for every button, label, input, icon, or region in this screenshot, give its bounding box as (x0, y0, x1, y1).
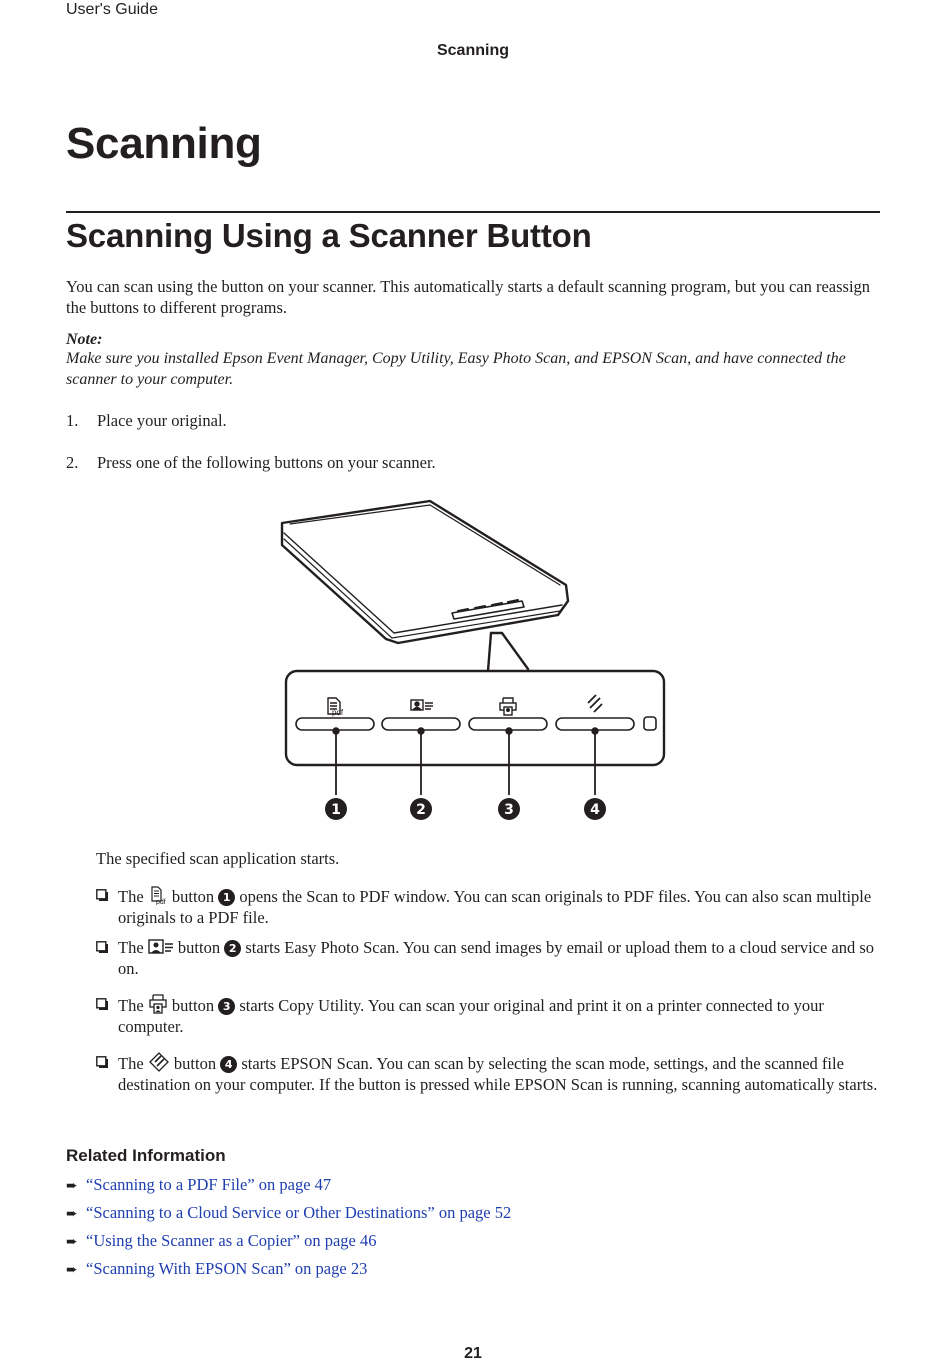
step-2 (66, 452, 436, 473)
bullet-item-photo (96, 937, 886, 979)
step-number: 2. (66, 453, 79, 472)
callout-badge: 2 (224, 940, 241, 957)
bullet-text: button (171, 996, 215, 1015)
callout-2: 2 (416, 802, 426, 818)
callout-1: 1 (331, 802, 341, 818)
callout-3: 3 (504, 802, 514, 818)
related-link-row (66, 1258, 367, 1281)
note-label: Note: (66, 331, 103, 348)
running-section-title: Scanning (436, 42, 509, 59)
running-header: User's Guide (66, 1, 158, 18)
bullet-text: starts Easy Photo Scan. You can send images by email or upload them to a cloud service and so on. (118, 938, 875, 978)
callout-badge: 1 (218, 889, 235, 906)
step-number: 1. (66, 411, 79, 430)
note-text: Make sure you installed Epson Event Manager, Copy Utility, Easy Photo Scan, and EPSON Scan, and have connected the scanner to your computer. (66, 350, 846, 388)
bullet-text: button (177, 938, 221, 957)
related-link-pdf[interactable]: “Scanning to a PDF File” on page 47 (86, 1175, 332, 1194)
page-number: 21 (464, 1345, 482, 1362)
related-link-cloud[interactable]: “Scanning to a Cloud Service or Other Destinations” on page 52 (86, 1203, 512, 1222)
step-1 (66, 410, 227, 431)
callout-badges (325, 798, 606, 820)
checkbox-bullet-icon (96, 889, 108, 901)
pdf-label: pdf (332, 708, 344, 717)
bullet-text: starts EPSON Scan. You can scan by selecting the scan mode, settings, and the scanned file destination on your computer. If the button is pressed while EPSON Scan is running, scanning automatically starts. (118, 1054, 878, 1094)
arrow-right-icon: ➨ (66, 1178, 78, 1194)
related-link-row (66, 1202, 511, 1225)
bullet-text: The (118, 996, 144, 1015)
callout-badge: 4 (220, 1056, 237, 1073)
svg-text:pdf: pdf (155, 899, 166, 905)
bullet-text: button (173, 1054, 217, 1073)
section-title: Scanning Using a Scanner Button (66, 217, 592, 254)
related-link-row (66, 1230, 377, 1253)
bullet-text: starts Copy Utility. You can scan your original and print it on a printer connected to your computer. (118, 996, 824, 1036)
pdf-button-icon (148, 885, 168, 905)
related-link-copier[interactable]: “Using the Scanner as a Copier” on page 46 (86, 1231, 377, 1250)
section-divider (66, 211, 880, 213)
arrow-right-icon: ➨ (66, 1206, 78, 1222)
chapter-title: Scanning (66, 119, 262, 168)
bullet-text: button (171, 887, 215, 906)
bullet-item-copy (96, 994, 886, 1037)
step-text: Press one of the following buttons on your scanner. (97, 453, 436, 472)
bullet-item-pdf (96, 885, 886, 928)
related-link-epson-scan[interactable]: “Scanning With EPSON Scan” on page 23 (86, 1259, 368, 1278)
step-text: Place your original. (97, 411, 227, 430)
bullet-text: opens the Scan to PDF window. You can scan originals to PDF files. You can also scan multiple originals to a PDF file. (118, 887, 872, 927)
copy-button-icon (148, 994, 168, 1014)
callout-badge: 3 (218, 998, 235, 1015)
callout-4: 4 (590, 802, 600, 818)
intro-paragraph: You can scan using the button on your scanner. This automatically starts a default scanning program, but you can reassign the buttons to different programs. (66, 277, 871, 317)
scanner-illustration (282, 501, 568, 671)
bullet-text: The (118, 887, 144, 906)
bullet-item-scan (96, 1052, 886, 1095)
scanner-button-figure (270, 493, 680, 828)
related-information-heading: Related Information (66, 1146, 226, 1165)
bullet-text: The (118, 1054, 144, 1073)
checkbox-bullet-icon (96, 998, 108, 1010)
arrow-right-icon: ➨ (66, 1262, 78, 1278)
button-panel (286, 671, 664, 765)
bullet-text: The (118, 938, 144, 957)
result-text: The specified scan application starts. (96, 849, 340, 868)
checkbox-bullet-icon (96, 941, 108, 953)
photo-button-icon (148, 938, 174, 956)
checkbox-bullet-icon (96, 1056, 108, 1068)
scan-button-icon (148, 1052, 170, 1072)
related-link-row (66, 1174, 331, 1197)
arrow-right-icon: ➨ (66, 1234, 78, 1250)
